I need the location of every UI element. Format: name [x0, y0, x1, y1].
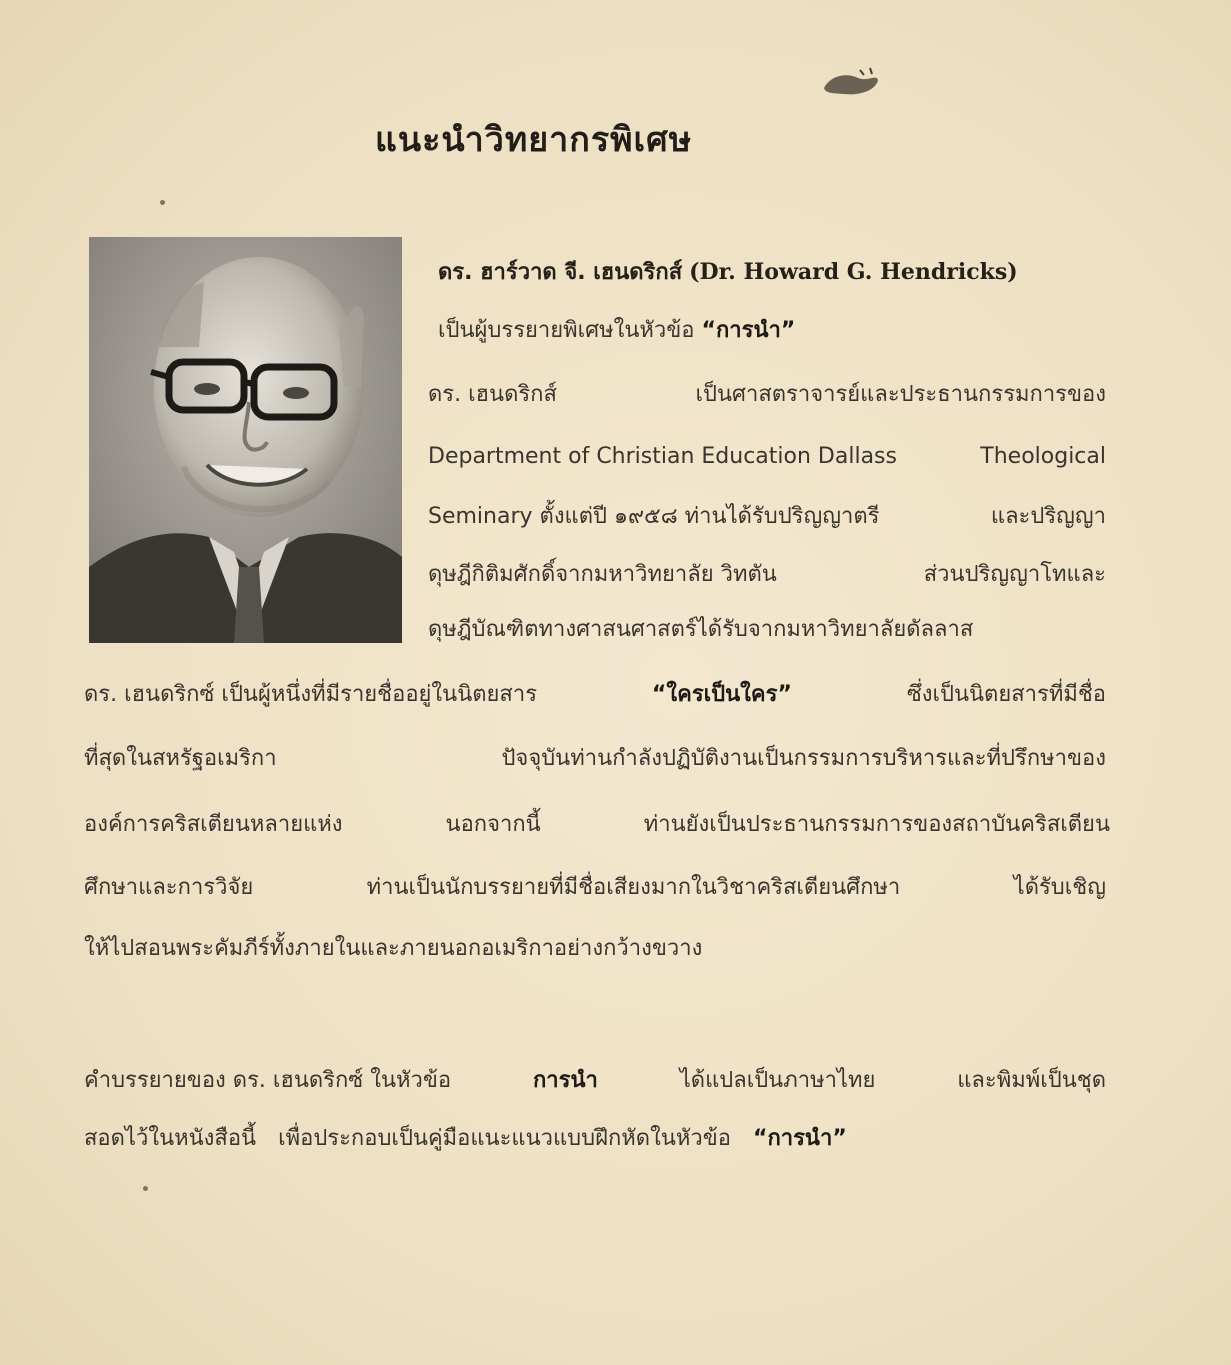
speaker-name-th: ดร. ฮาร์วาด จี. เฮนดริกส์ [438, 260, 683, 285]
bio-line-5 [428, 615, 973, 645]
speaker-portrait [89, 237, 402, 643]
para-text: องค์การคริสเตียนหลายแห่ง [84, 812, 343, 837]
bio-line-4 [428, 560, 1106, 590]
closing-text: สอดไว้ในหนังสือนี้ [84, 1126, 257, 1151]
closing-emphasis: “การนำ” [752, 1126, 847, 1151]
bio-text: Department of Christian Education Dallass [428, 444, 897, 469]
para-line-5 [84, 934, 702, 964]
para-text: ดร. เฮนดริกซ์ เป็นผู้หนึ่งที่มีรายชื่ออยู่ในนิตยสาร [84, 682, 538, 707]
bio-text: Theological [980, 444, 1106, 469]
bio-text: Seminary ตั้งแต่ปี ๑๙๕๘ ท่านได้รับปริญญาตรี [428, 504, 880, 529]
ink-smudge [820, 66, 880, 100]
para-text: ได้รับเชิญ [1013, 875, 1106, 900]
para-text: ที่สุดในสหรัฐอเมริกา [84, 746, 277, 771]
bio-line-3 [428, 502, 1106, 532]
closing-text: คำบรรยายของ ดร. เฮนดริกซ์ ในหัวข้อ [84, 1068, 452, 1093]
para-text: ให้ไปสอนพระคัมภีร์ทั้งภายในและภายนอกอเมริกาอย่างกว้างขวาง [84, 936, 703, 961]
para-text: นอกจากนี้ [445, 812, 541, 837]
intro-text: เป็นผู้บรรยายพิเศษในหัวข้อ [438, 318, 695, 343]
closing-text: เพื่อประกอบเป็นคู่มือแนะแนวแบบฝึกหัดในหัวข้อ [278, 1126, 731, 1151]
bio-text: ส่วนปริญญาโทและ [923, 562, 1106, 587]
closing-text: และพิมพ์เป็นชุด [957, 1068, 1106, 1093]
speaker-name-en: (Dr. Howard G. Hendricks) [689, 259, 1018, 285]
portrait-image [89, 237, 402, 643]
para-text: ซึ่งเป็นนิตยสารที่มีชื่อ [906, 682, 1106, 707]
closing-line-2 [84, 1124, 1004, 1154]
bio-text: และปริญญา [990, 504, 1106, 529]
para-line-3 [84, 810, 1110, 840]
bio-text: ดุษฎีบัณฑิตทางศาสนศาสตร์ได้รับจากมหาวิทยาลัยดัลลาส [428, 617, 974, 642]
bio-line-2 [428, 442, 1106, 472]
speaker-heading [438, 257, 1108, 288]
para-text: ปัจจุบันท่านกำลังปฏิบัติงานเป็นกรรมการบริหารและที่ปรึกษาของ [501, 746, 1106, 771]
closing-text: ได้แปลเป็นภาษาไทย [679, 1068, 876, 1093]
para-text: ท่านเป็นนักบรรยายที่มีชื่อเสียงมากในวิชาคริสเตียนศึกษา [366, 875, 901, 900]
para-line-2 [84, 744, 1106, 774]
intro-topic: “การนำ” [701, 318, 796, 343]
paper-speck [143, 1186, 148, 1191]
closing-line-1 [84, 1066, 1106, 1096]
page-title: แนะนำวิทยากรพิเศษ [375, 120, 693, 160]
bio-text: เป็นศาสตราจารย์และประธานกรรมการของ [695, 382, 1106, 407]
para-emphasis: “ใครเป็นใคร” [651, 682, 792, 707]
bio-text: ดร. เฮนดริกส์ [428, 382, 557, 407]
bio-line-1 [428, 380, 1106, 410]
para-line-1 [84, 680, 1106, 710]
para-text: ศึกษาและการวิจัย [84, 875, 254, 900]
intro-line [438, 316, 795, 346]
para-line-4 [84, 873, 1106, 903]
bio-text: ดุษฎีกิติมศักดิ์จากมหาวิทยาลัย วิทตัน [428, 562, 777, 587]
para-text: ท่านยังเป็นประธานกรรมการของสถาบันคริสเตียน [643, 812, 1110, 837]
closing-emphasis: การนำ [532, 1068, 598, 1093]
paper-speck [160, 200, 165, 205]
